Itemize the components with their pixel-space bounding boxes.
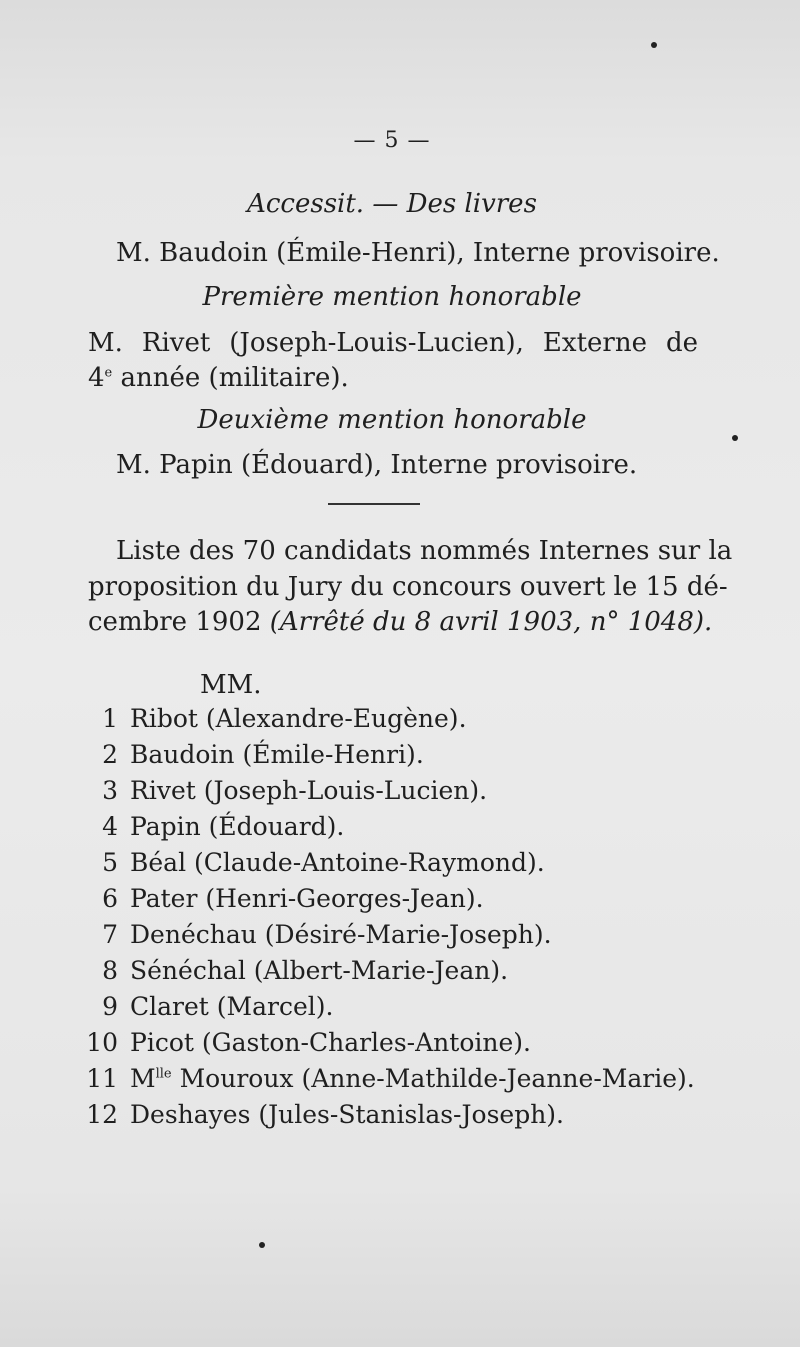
candidate-name: Mouroux (Anne-Mathilde-Jeanne-Marie). [171, 1064, 695, 1093]
liste-intro-line3 [88, 608, 712, 637]
candidate-name: Denéchau (Désiré-Marie-Joseph). [130, 920, 552, 949]
list-item [80, 810, 344, 844]
title-suffix: lle [155, 1066, 172, 1082]
list-number: 1 [102, 704, 118, 733]
list-item [80, 738, 424, 772]
premiere-mention-entry-line2 [88, 364, 349, 393]
ink-speck [259, 1242, 265, 1248]
list-number: 5 [102, 848, 118, 877]
ink-speck [732, 435, 738, 441]
list-item [80, 702, 467, 736]
candidate-name: Picot (Gaston-Charles-Antoine). [130, 1028, 531, 1057]
arrete-reference: (Arrêté du 8 avril 1903, n° 1048). [269, 607, 713, 637]
candidate-name: Pater (Henri-Georges-Jean). [130, 884, 484, 913]
liste-intro-line1: Liste des 70 candidats nommés Internes sur la [116, 536, 733, 566]
list-item [80, 774, 487, 808]
ordinal-number: 4 [88, 363, 105, 393]
accessit-heading: Accessit. — Des livres [247, 189, 537, 219]
list-item [80, 918, 552, 952]
page-number: — 5 — [353, 128, 431, 153]
candidate-name: Deshayes (Jules-Stanislas-Joseph). [130, 1100, 564, 1129]
candidate-name: Rivet (Joseph-Louis-Lucien). [130, 776, 488, 805]
list-number: 10 [86, 1028, 118, 1057]
section-divider [328, 503, 420, 505]
list-number: 9 [102, 992, 118, 1021]
list-number: 4 [102, 812, 118, 841]
candidate-name: Claret (Marcel). [130, 992, 334, 1021]
list-item [80, 990, 333, 1024]
list-number: 3 [102, 776, 118, 805]
premiere-mention-entry-line1: M. Rivet (Joseph-Louis-Lucien), Externe de [88, 328, 698, 358]
candidate-name: Ribot (Alexandre-Eugène). [130, 704, 467, 733]
candidate-name: Baudoin (Émile-Henri). [130, 740, 424, 769]
candidate-name: Sénéchal (Albert-Marie-Jean). [130, 956, 509, 985]
candidate-name: Papin (Édouard). [130, 812, 345, 841]
list-number: 8 [102, 956, 118, 985]
deuxieme-mention-entry: M. Papin (Édouard), Interne provisoire. [116, 450, 638, 480]
premiere-mention-heading: Première mention honorable [202, 282, 582, 312]
list-number: 12 [86, 1100, 118, 1129]
candidate-name: Béal (Claude-Antoine-Raymond). [130, 848, 545, 877]
mm-label: MM. [200, 670, 262, 700]
title-prefix: M [130, 1064, 156, 1093]
liste-date-text: cembre 1902 [88, 607, 270, 637]
entry-continuation: année (militaire). [112, 363, 349, 393]
ordinal-suffix: e [104, 365, 113, 381]
list-number: 11 [86, 1064, 118, 1093]
list-number: 2 [102, 740, 118, 769]
list-item [80, 1062, 695, 1096]
list-item [80, 1026, 531, 1060]
deuxieme-mention-heading: Deuxième mention honorable [197, 405, 587, 435]
list-item [80, 1098, 564, 1132]
ink-speck [651, 42, 657, 48]
list-number: 6 [102, 884, 118, 913]
liste-intro-line2: proposition du Jury du concours ouvert le 15 dé- [88, 572, 728, 602]
list-item [80, 882, 484, 916]
list-item [80, 954, 508, 988]
list-item [80, 846, 545, 880]
list-number: 7 [102, 920, 118, 949]
accessit-entry: M. Baudoin (Émile-Henri), Interne provisoire. [116, 238, 720, 268]
